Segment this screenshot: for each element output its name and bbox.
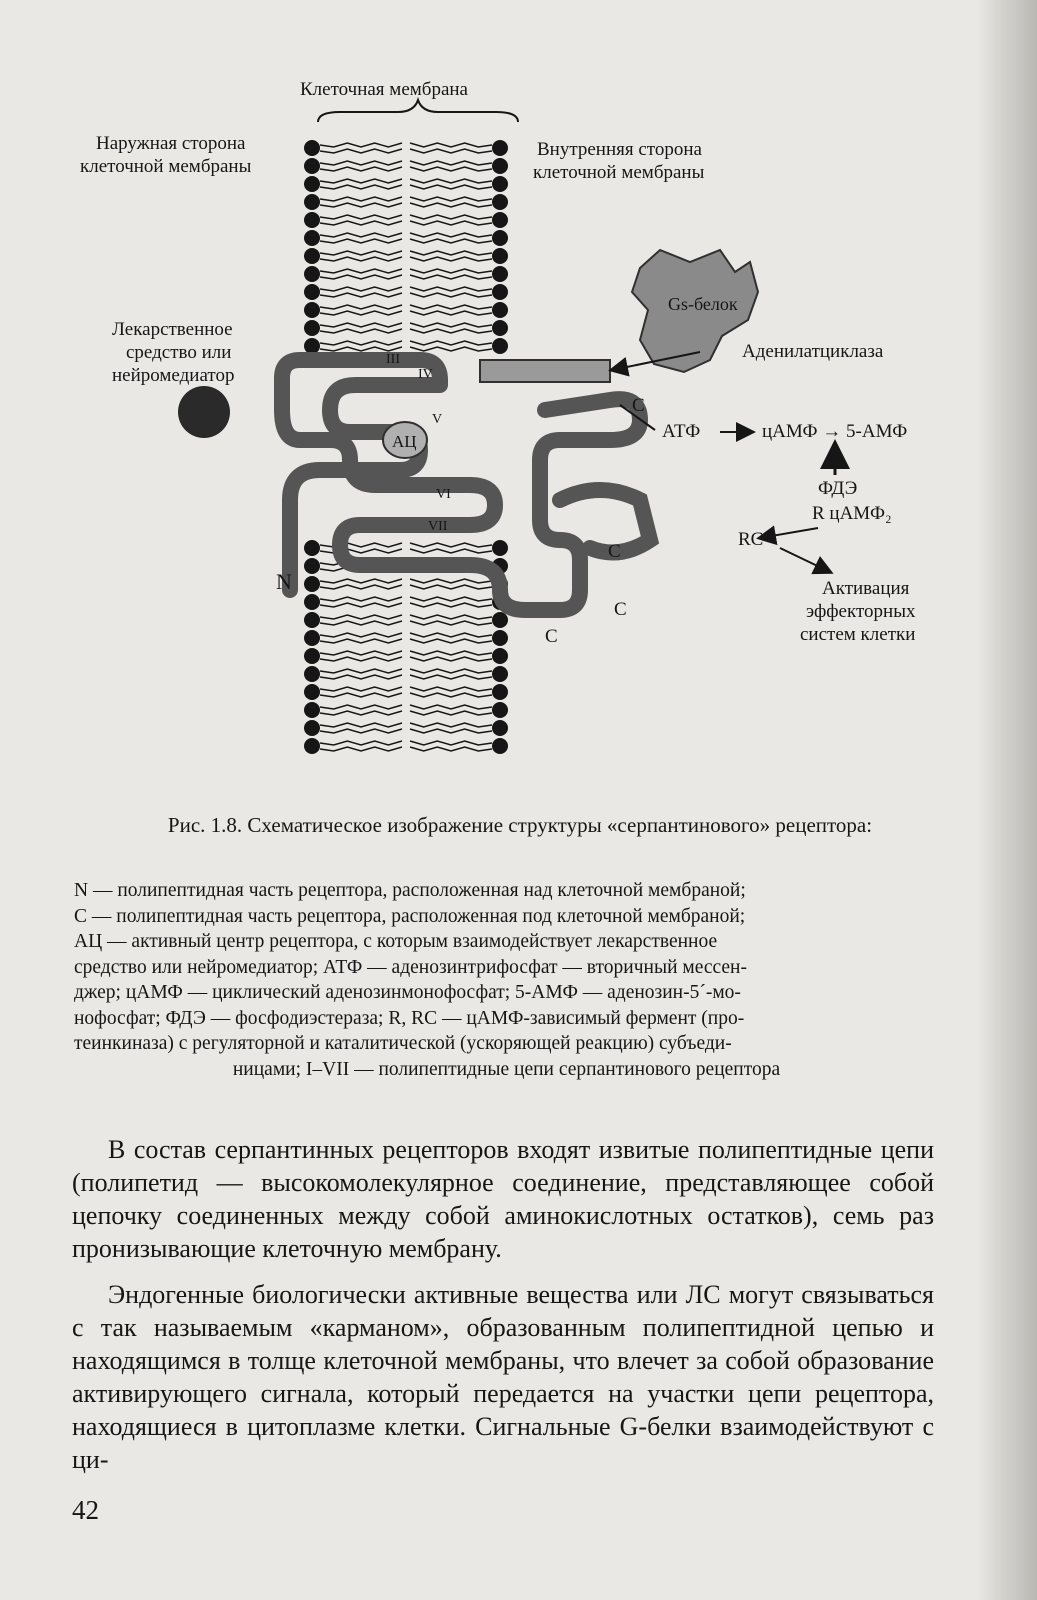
c-label-2: C xyxy=(608,541,621,562)
lipid-tail xyxy=(410,143,492,147)
legend-line: джер; цАМФ — циклический аденозинмонофосфат; 5-АМФ — аденозин-5´-мо- xyxy=(74,982,741,1003)
lipid-tail xyxy=(410,729,492,733)
n-terminus-label: N xyxy=(276,569,292,594)
legend-line: N — полипептидная часть рецептора, расположенная над клеточной мембраной; xyxy=(74,880,746,901)
legend-line: теинкиназа) с регуляторной и каталитической (ускоряющей реакцию) субъеди- xyxy=(74,1033,732,1054)
lipid-tail xyxy=(320,143,402,147)
lipid-head xyxy=(492,720,508,736)
lipid-tail xyxy=(410,149,492,153)
lipid-head xyxy=(304,720,320,736)
lipid-tail xyxy=(320,329,402,333)
lipid-tail xyxy=(410,723,492,727)
lipid-tail xyxy=(320,603,402,607)
lipid-tail xyxy=(410,579,492,583)
lipid-tail xyxy=(410,185,492,189)
lipid-head xyxy=(304,684,320,700)
pde-label: ФДЭ xyxy=(818,478,858,499)
lipid-tail xyxy=(320,275,402,279)
lipid-tail xyxy=(410,347,492,351)
lipid-tail xyxy=(410,203,492,207)
lipid-head xyxy=(492,702,508,718)
lipid-tail xyxy=(410,621,492,625)
lipid-head xyxy=(492,540,508,556)
lipid-tail xyxy=(320,639,402,643)
camp-to-5amp-label: цАМФ → 5-АМФ xyxy=(762,421,908,442)
lipid-tail xyxy=(410,639,492,643)
lipid-tail xyxy=(320,687,402,691)
lipid-tail xyxy=(320,221,402,225)
ligand-line-3: нейромедиатор xyxy=(112,365,235,386)
lipid-tail xyxy=(320,347,402,351)
lipid-tail xyxy=(410,269,492,273)
lipid-tail xyxy=(410,687,492,691)
lipid-head xyxy=(304,576,320,592)
lipid-tail xyxy=(320,239,402,243)
lipid-head xyxy=(304,266,320,282)
legend-line: C — полипептидная часть рецептора, расположенная под клеточной мембраной; xyxy=(74,905,746,927)
lipid-head xyxy=(492,266,508,282)
lipid-head xyxy=(304,648,320,664)
lipid-tail xyxy=(320,651,402,655)
lipid-tail xyxy=(410,197,492,201)
activation-line-1: Активация xyxy=(822,578,910,599)
lipid-head xyxy=(304,176,320,192)
body-paragraph-2: Эндогенные биологически активные вещества или ЛС могут связываться с так называемым «карманом», образованным полипептидной цепью и находящимся в толще клеточной мембраны, что влечет за собой образование активирующего сигнала, который передается на участки цепи рецептора, находящиеся в цитоплазме клетки. Сигнальные G-белки взаимодействуют с ци- xyxy=(72,1280,934,1474)
gs-protein-label: Gs-белок xyxy=(668,294,738,314)
lipid-head xyxy=(492,320,508,336)
lipid-tail xyxy=(320,215,402,219)
page-number: 42 xyxy=(72,1495,99,1525)
lipid-tail xyxy=(410,161,492,165)
figure-caption-title: Рис. 1.8. Схематическое изображение структуры «серпантинового» рецептора: xyxy=(167,813,873,837)
lipid-tail xyxy=(320,579,402,583)
adenylate-cyclase-shape xyxy=(480,360,610,382)
ligand-line-1: Лекарственное xyxy=(112,319,233,340)
lipid-tail xyxy=(410,221,492,225)
lipid-head xyxy=(304,248,320,264)
lipid-tail xyxy=(410,341,492,345)
body-paragraph-1: В состав серпантинных рецепторов входят извитые полипептидные цепи (полипетид — высокомолекулярное соединение, представляющее собой цепочку соединенных между собой аминокислотных остатков), семь раз пронизывающие клеточную мембрану. xyxy=(72,1135,934,1263)
lipid-head xyxy=(492,230,508,246)
lipid-tail xyxy=(410,239,492,243)
lipid-tail xyxy=(410,323,492,327)
lipid-tail xyxy=(320,657,402,661)
lipid-tail xyxy=(410,597,492,601)
outer-side-line-1: Наружная сторона xyxy=(96,133,246,154)
lipid-tail xyxy=(410,615,492,619)
lipid-tail xyxy=(410,329,492,333)
membrane-title: Клеточная мембрана xyxy=(300,79,468,100)
legend-line: АЦ — активный центр рецептора, с которым взаимодействует лекарственное xyxy=(74,931,718,952)
ligand-line-2: средство или xyxy=(126,342,232,363)
lipid-tail xyxy=(320,293,402,297)
lipid-head xyxy=(304,284,320,300)
lipid-head xyxy=(492,666,508,682)
lipid-tail xyxy=(410,747,492,751)
lipid-head xyxy=(492,158,508,174)
lipid-tail xyxy=(320,149,402,153)
adenylate-cyclase-label: Аденилатциклаза xyxy=(742,341,884,362)
inner-side-line-1: Внутренняя сторона xyxy=(537,139,702,160)
lipid-head xyxy=(492,630,508,646)
lipid-tail xyxy=(320,675,402,679)
chain-iii-label: III xyxy=(386,352,400,367)
lipid-tail xyxy=(410,167,492,171)
lipid-head xyxy=(304,230,320,246)
lipid-tail xyxy=(410,669,492,673)
lipid-head xyxy=(304,612,320,628)
lipid-tail xyxy=(410,633,492,637)
lipid-tail xyxy=(410,179,492,183)
lipid-tail xyxy=(320,287,402,291)
lipid-tail xyxy=(320,341,402,345)
chain-vii-label: VII xyxy=(428,519,448,534)
chain-iv-label: IV xyxy=(418,367,433,382)
lipid-tail xyxy=(410,657,492,661)
lipid-tail xyxy=(410,585,492,589)
activation-line-2: эффекторных xyxy=(806,601,916,622)
lipid-tail xyxy=(410,251,492,255)
lipid-tail xyxy=(410,305,492,309)
lipid-head xyxy=(492,738,508,754)
lipid-tail xyxy=(410,543,492,547)
lipid-head xyxy=(304,302,320,318)
lipid-tail xyxy=(320,311,402,315)
lipid-tail xyxy=(320,705,402,709)
lipid-tail xyxy=(410,741,492,745)
lipid-head xyxy=(492,194,508,210)
lipid-tail xyxy=(320,305,402,309)
lipid-tail xyxy=(410,603,492,607)
r-camp-label: R цАМФ₂ xyxy=(812,503,892,524)
lipid-tail xyxy=(410,215,492,219)
lipid-tail xyxy=(320,615,402,619)
lipid-tail xyxy=(410,233,492,237)
c-label-4: C xyxy=(545,626,558,647)
lipid-tail xyxy=(320,669,402,673)
lipid-tail xyxy=(410,651,492,655)
lipid-tail xyxy=(320,167,402,171)
lipid-head xyxy=(304,630,320,646)
lipid-tail xyxy=(320,233,402,237)
lipid-tail xyxy=(320,585,402,589)
body-text xyxy=(72,1133,934,1489)
lipid-tail xyxy=(320,633,402,637)
lipid-head xyxy=(492,648,508,664)
lipid-head xyxy=(304,594,320,610)
inner-side-line-2: клеточной мембраны xyxy=(533,162,705,183)
rc-label: RC xyxy=(738,529,764,550)
legend-line: ницами; I–VII — полипептидные цепи серпантинового рецептора xyxy=(232,1058,781,1080)
activation-line-3: систем клетки xyxy=(800,624,916,645)
lipid-tail xyxy=(320,711,402,715)
lipid-head xyxy=(304,558,320,574)
lipid-tail xyxy=(320,179,402,183)
lipid-tail xyxy=(320,251,402,255)
lipid-tail xyxy=(410,711,492,715)
chain-v-label: V xyxy=(432,412,443,427)
lipid-head xyxy=(492,176,508,192)
lipid-tail xyxy=(410,257,492,261)
lipid-tail xyxy=(320,597,402,601)
lipid-tail xyxy=(320,269,402,273)
lipid-tail xyxy=(320,185,402,189)
lipid-head xyxy=(304,738,320,754)
lipid-head xyxy=(492,248,508,264)
lipid-head xyxy=(304,212,320,228)
lipid-head xyxy=(304,320,320,336)
lipid-head xyxy=(492,302,508,318)
lipid-head xyxy=(304,338,320,354)
c-label-3: C xyxy=(614,599,627,620)
lipid-tail xyxy=(320,161,402,165)
lipid-tail xyxy=(320,197,402,201)
lipid-tail xyxy=(410,275,492,279)
lipid-head xyxy=(304,158,320,174)
drug-molecule xyxy=(178,386,230,438)
lipid-tail xyxy=(410,293,492,297)
chain-vi-label: VI xyxy=(436,487,451,502)
lipid-tail xyxy=(320,257,402,261)
c-label-1: C xyxy=(632,395,645,416)
lipid-head xyxy=(304,666,320,682)
lipid-tail xyxy=(410,693,492,697)
lipid-tail xyxy=(320,747,402,751)
membrane-brace xyxy=(318,100,518,122)
lipid-tail xyxy=(320,621,402,625)
lipid-tail xyxy=(410,675,492,679)
figure-legend xyxy=(74,878,939,1082)
lipid-head xyxy=(304,194,320,210)
lipid-head xyxy=(492,140,508,156)
atp-label: АТФ xyxy=(662,421,701,442)
lipid-tail xyxy=(320,741,402,745)
lipid-head xyxy=(492,612,508,628)
lipid-tail xyxy=(320,723,402,727)
lipid-tail xyxy=(410,705,492,709)
lipid-head xyxy=(304,540,320,556)
lipid-head xyxy=(304,140,320,156)
lipid-head xyxy=(492,284,508,300)
lipid-head xyxy=(492,338,508,354)
outer-side-line-2: клеточной мембраны xyxy=(80,156,252,177)
lipid-tail xyxy=(410,549,492,553)
legend-line: нофосфат; ФДЭ — фосфодиэстераза; R, RC — цАМФ-зависимый фермент (про- xyxy=(74,1007,745,1029)
lipid-tail xyxy=(320,323,402,327)
active-center-label: АЦ xyxy=(392,432,417,451)
lipid-head xyxy=(304,702,320,718)
lipid-tail xyxy=(410,287,492,291)
lipid-tail xyxy=(320,203,402,207)
lipid-head xyxy=(492,212,508,228)
legend-line: средство или нейромедиатор; АТФ — аденозинтрифосфат — вторичный мессен- xyxy=(74,956,747,978)
lipid-head xyxy=(492,684,508,700)
lipid-tail xyxy=(320,693,402,697)
lipid-tail xyxy=(410,311,492,315)
lipid-tail xyxy=(320,729,402,733)
